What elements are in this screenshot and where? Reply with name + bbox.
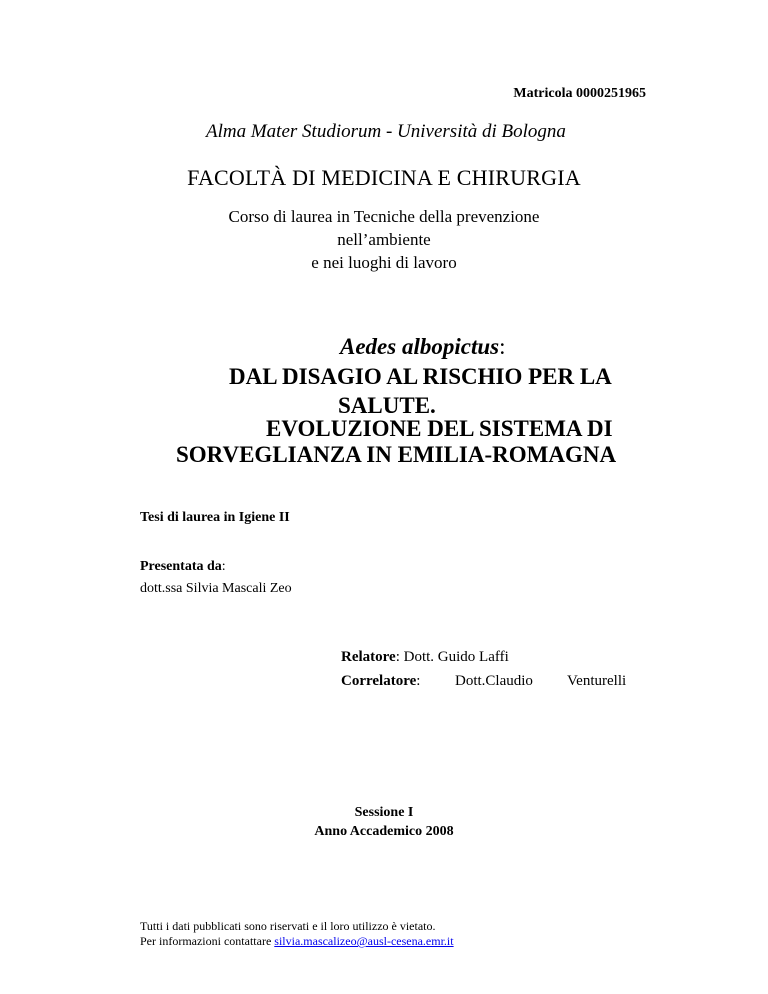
species-colon: : — [499, 334, 506, 359]
rights-notice: Tutti i dati pubblicati sono riservati e il loro utilizzo è vietato. — [140, 919, 436, 933]
university-name: Alma Mater Studiorum - Università di Bologna — [206, 121, 566, 142]
thesis-title-line-2: SALUTE. — [338, 393, 436, 418]
correlatore-colon: : — [416, 673, 421, 689]
thesis-subject: Tesi di laurea in Igiene II — [140, 510, 290, 525]
course-line-1: Corso di laurea in Tecniche della prevenzione — [228, 207, 540, 226]
correlatore-label: Correlatore — [341, 673, 417, 689]
thesis-title-line-3: EVOLUZIONE DEL SISTEMA DI — [266, 416, 613, 441]
email-link[interactable]: silvia.mascalizeo@ausl-cesena.emr.it — [274, 934, 454, 948]
faculty-name: FACOLTÀ DI MEDICINA E CHIRURGIA — [187, 165, 581, 190]
thesis-title-species — [340, 334, 505, 360]
presented-by-colon: : — [221, 559, 226, 574]
presented-by-label: Presentata da — [140, 559, 222, 574]
thesis-title-line-1: DAL DISAGIO AL RISCHIO PER LA — [229, 364, 612, 389]
contact-prefix: Per informazioni contattare — [140, 934, 275, 948]
academic-year: Anno Accademico 2008 — [314, 824, 454, 839]
session: Sessione I — [354, 805, 414, 820]
correlatore-name: Dott.Claudio — [455, 673, 533, 689]
author-name: dott.ssa Silvia Mascali Zeo — [140, 581, 292, 596]
relatore — [341, 649, 509, 666]
course-line-2: nell’ambiente — [337, 230, 431, 249]
course-line-3: e nei luoghi di lavoro — [311, 253, 457, 272]
relatore-value: : Dott. Guido Laffi — [395, 649, 509, 665]
species-name: Aedes albopictus — [340, 334, 500, 359]
correlatore-surname: Venturelli — [567, 673, 627, 689]
contact-line — [140, 934, 454, 949]
correlatore — [341, 673, 420, 690]
matricola-number: Matricola 0000251965 — [513, 86, 646, 101]
thesis-title-line-4: SORVEGLIANZA IN EMILIA-ROMAGNA — [176, 442, 617, 467]
presented-by — [140, 559, 226, 575]
relatore-label: Relatore — [341, 649, 396, 665]
